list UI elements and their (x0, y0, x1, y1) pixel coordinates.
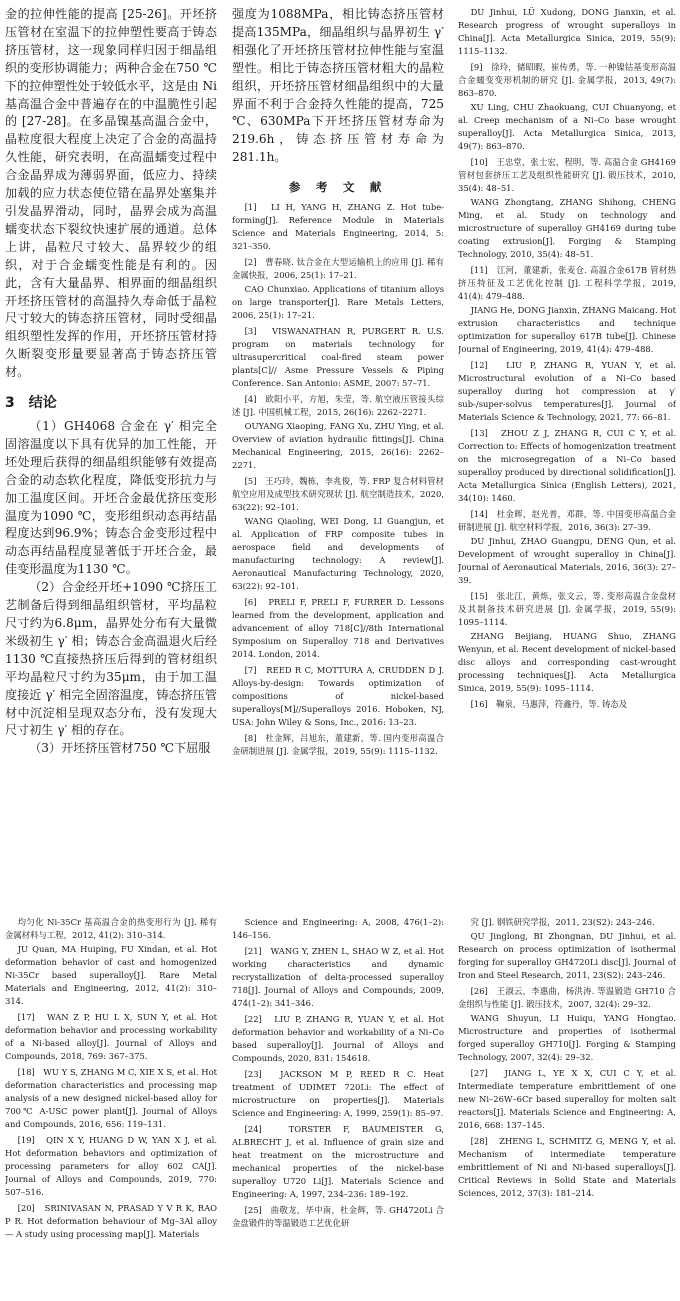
reference-entry (5, 1011, 217, 1063)
reference-text-zh: 均匀化 Ni-35Cr 基高温合金的热变形行为 [J]. 稀有金属材料与工程，2012, 41(2): 310–314. (5, 917, 217, 940)
reference-entry (458, 6, 676, 58)
reference-text-en: [24] TORSTER F, BAUMEISTER G, ALBRECHT J, et al. Influence of grain size and heat treatment on the microstructure and mechanical properties of the nickel-base superalloy U720 Li[J]. Materials Science and Engineering: A, 1997, 234–236: 189–192. (232, 1124, 444, 1199)
reference-entry (458, 61, 676, 153)
references-heading: 参 考 文 献 (288, 180, 388, 195)
reference-entry (232, 201, 444, 253)
body-paragraph: 金的拉伸性能的提高 [25-26]。开坯挤压管材在室温下的拉伸塑性要高于铸态挤压管材，这一现象同样归因于细晶组织的变形协调能力；两种合金在750 ℃下的拉伸塑性处于较低水平，这是由 Ni 基高温合金中普遍存在的中温脆性引起的 [27-28]。在多晶镍基高温合金中，晶粒度很大程度上决定了合金的高温持久性能，研究表明，在高温蠕变过程中合金晶界成为薄弱界面，低应力、持续加载的应力状态使位错在晶界处塞集并引发晶界滑动，同时，晶界会成为高温蠕变状态下裂纹快速扩展的通道。总体上讲，晶粒尺寸较大、晶界较少的组织，对于合金蠕变性能是有利的。因此，含有大量晶界、相界面的细晶组织开坯挤压管材的高温持久寿命低于晶粒尺寸较大的铸态挤压管材，同时受细晶组织塑性发挥的作用，开坯挤压管材持久断裂变形量要显著高于铸态挤压管材。 (5, 7, 217, 380)
conclusion-2: （2）合金经开坯+1090 ℃挤压工艺制备后得到细晶组织管材，平均晶粒尺寸约为6.8μm，晶界处分布有大量微米级初生 γ′ 相；铸态合金高温退火后经1130 ℃直接热挤压后得到的管材组织平均晶粒尺寸约为35μm，由于加工温度接近 γ′ 相完全固溶温度，铸态挤压管材中沉淀相呈现双态分布，没有发现大尺寸初生 γ′ 相的存在。 (5, 580, 217, 738)
reference-entry (458, 508, 676, 587)
reference-entry (5, 916, 217, 1008)
reference-text-zh: [2] 曹春晓. 钛合金在大型运输机上的应用 [J]. 稀有金属快报，2006, 25(1): 17–21. (232, 257, 444, 281)
body-column-1 (5, 6, 217, 758)
reference-entry (232, 1204, 444, 1230)
reference-entry (232, 325, 444, 390)
reference-text-zh: [14] 杜金辉，赵光普，邓群，等. 中国变形高温合金研制进展 [J]. 航空材料学报，2016, 36(3): 27–39. (458, 509, 676, 532)
reference-entry (458, 1067, 676, 1132)
reference-text-en: [18] WU Y S, ZHANG M C, XIE X S, et al. Hot deformation characteristics and processing map analysis of a new designed nickel-based alloy for 700℃ A-USC power plant[J]. Journal of Alloys and Compounds, 2016, 656: 119–131. (5, 1067, 217, 1129)
reference-entry (5, 1134, 217, 1199)
reference-text-en: [28] ZHENG L, SCHMITZ G, MENG Y, et al. Mechanism of intermediate temperature embrittlement of Ni and Ni-based superalloys[J]. Critical Reviews in Solid State and Materials Sciences, 2012, 37(3): 181–214. (458, 1136, 676, 1198)
section-heading-conclusions: 3 结论 (5, 395, 57, 412)
reference-text-en: DU Jinhui, LÜ Xudong, DONG Jianxin, et al. Research progress of wrought superalloys in China[J]. Acta Metallurgica Sinica, 2019, 55(9): 1115–1132. (458, 7, 676, 56)
reference-text-en: WANG Qiaoling, WEI Dong, LI Guangjun, et al. Application of FRP composite tubes in aerospace field and developments of manufacturing technology: A review[J]. Aeronautical Manufacturing Technology, 2020, 63(22): 92–101. (232, 516, 444, 592)
reference-text-en: DU Jinhui, ZHAO Guangpu, DENG Qun, et al. Development of wrought superalloy in China[J]. Journal of Aeronautical Materials, 2016, 36(3): 27–39. (458, 536, 676, 585)
reference-text-zh: [10] 王忠堂，张士宏，程明，等. 高温合金 GH4169 管材包套挤压工艺及组织性能研究 [J]. 锻压技术，2010, 35(4): 48–51. (458, 157, 676, 193)
reference-text-en: [7] REED R C, MOTTURA A, CRUDDEN D J. Alloys-by-design: Towards optimization of compositions of nickel-based superalloys[M]//Superalloys 2016. Hoboken, NJ, USA: John Wiley & Sons, Inc., 2016: 13–23. (232, 665, 444, 728)
reference-entry (458, 1135, 676, 1200)
reference-entry (5, 1066, 217, 1131)
reference-text-en: [21] WANG Y, ZHEN L, SHAO W Z, et al. Hot working characteristics and dynamic recrystallization of delta-processed superalloy 718[J]. Journal of Alloys and Compounds, 2009, 474(1–2): 341–346. (232, 946, 444, 1008)
reference-text-zh: [26] 王淑云，李惠曲，杨洪涛. 等温锻造 GH710 合金组织与性能 [J]. 锻压技术，2007, 32(4): 29–32. (458, 986, 676, 1009)
body-column-2 (232, 6, 444, 759)
reference-entry (232, 916, 444, 942)
reference-text-en: CAO Chunxiao. Applications of titanium alloys on large transporter[J]. Rare Metals Letters, 2006, 25(1): 17–21. (232, 284, 444, 321)
reference-text-en: ZHANG Beijiang, HUANG Shuo, ZHANG Wenyun, et al. Recent development of nickel-based disc alloys and corresponding cast-wrought processing techniques[J]. Acta Metallurgica Sinica, 2019, 55(9): 1095–1114. (458, 631, 676, 693)
reference-text-zh: [9] 徐玲，储昭暇，崔传勇，等. 一种镍钴基变形高温合金蠕变变形机制的研究 [J]. 金属学报，2013, 49(7): 863–870. (458, 62, 676, 98)
reference-column-bottom-2 (232, 916, 444, 1231)
conclusion-3: （3）开坯挤压管材750 ℃下屈服 (29, 741, 211, 756)
reference-entry (232, 1013, 444, 1065)
reference-text-zh: 究 [J]. 钢铁研究学报，2011, 23(S2): 243–246. (470, 917, 655, 927)
reference-text-en: [27] JIANG L, YE X X, CUI C Y, et al. Intermediate temperature embrittlement of one new Ni–26W–6Cr based superalloy for molten salt reactors[J]. Materials Science and Engineering: A, 2016, 668: 137–145. (458, 1068, 676, 1130)
reference-entry (232, 596, 444, 661)
reference-text-en: [22] LIU P, ZHANG R, YUAN Y, et al. Hot deformation behavior and workability of a Ni–Co based superalloy[J]. Journal of Alloys and Compounds, 2020, 831: 154618. (232, 1014, 444, 1063)
reference-entry (458, 916, 676, 982)
reference-text-zh: [5] 王巧玲，魏栋，李兆俊，等. FRP 复合材料管材航空应用及成型技术研究现状 [J]. 航空制造技术，2020, 63(22): 92–101. (232, 476, 444, 513)
reference-text-en: WANG Shuyun, LI Huiqu, YANG Hongtao. Microstructure and properties of isothermal forged superalloy GH710[J]. Forging & Stamping Technology, 2007, 32(4): 29–32. (458, 1013, 676, 1062)
reference-entry (232, 475, 444, 593)
reference-entry (458, 985, 676, 1064)
reference-list (232, 916, 444, 1230)
reference-entry (232, 393, 444, 472)
reference-text-zh: [15] 张北江，黄烁，张文云，等. 变形高温合金盘材及其制备技术研究进展 [J]. 金属学报，2019, 55(9): 1095–1114. (458, 591, 676, 627)
reference-entry (232, 945, 444, 1010)
reference-entry (232, 664, 444, 729)
reference-text-en: [1] LI H, YANG H, ZHANG Z. Hot tube-forming[J]. Reference Module in Materials Science and Materials Engineering, 2014, 5: 321–350. (232, 202, 444, 252)
reference-column-3 (458, 6, 676, 712)
reference-text-zh: [8] 杜金辉，吕旭东，董建新，等. 国内变形高温合金研制进展 [J]. 金属学报，2019, 55(9): 1115–1132. (232, 733, 444, 757)
reference-entry (5, 1202, 217, 1241)
reference-text-en: JU Quan, MA Huiping, FU Xindan, et al. Hot deformation behavior of cast and homogenized Ni-35Cr based superalloy[J]. Rare Metal Materials and Engineering, 2012, 41(2): 310–314. (5, 944, 217, 1006)
reference-text-en: WANG Zhongtang, ZHANG Shihong, CHENG Ming, et al. Study on technology and microstructure of superalloy GH4169 during tube coating extrusion[J]. Forging & Stamping Technology, 2010, 35(4): 48–51. (458, 197, 676, 259)
reference-entry (458, 156, 676, 261)
reference-entry (232, 1068, 444, 1120)
conclusion-1: （1）GH4068 合金在 γ′ 相完全固溶温度以下具有优异的加工性能，开坯处理后获得的细晶组织能够有效提高合金的动态软化程度，降低变形抗力与加工温度区间。开坯合金最优挤压变形温度为1090 ℃，变形组织动态再结晶程度达到96.9%；铸态合金变形过程中动态再结晶程度显著低于开坯合金，最佳变形温度为1130 ℃。 (5, 419, 217, 577)
reference-text-en: OUYANG Xiaoping, FANG Xu, ZHU Ying, et al. Overview of aviation hydraulic fittings[J]. China Mechanical Engineering, 2015, 26(16): 2262–2271. (232, 421, 444, 471)
reference-text-en: [20] SRINIVASAN N, PRASAD Y V R K, RAO P R. Hot deformation behaviour of Mg–3Al alloy— A study using processing map[J]. Materials (5, 1203, 217, 1239)
reference-text-zh: [25] 曲敬龙，毕中南，杜金辉，等. GH4720Li 合金盘锻件的等温锻造工艺优化研 (232, 1205, 444, 1228)
reference-entry (232, 1123, 444, 1201)
reference-text-en: [17] WAN Z P, HU L X, SUN Y, et al. Hot deformation behavior and processing workability of a Ni-based alloy[J]. Journal of Alloys and Compounds, 2018, 769: 367–375. (5, 1012, 217, 1061)
reference-text-en: JIANG He, DONG Jianxin, ZHANG Maicang. Hot extrusion characteristics and technique optimization for superalloy 617B tube[J]. Chinese Journal of Engineering, 2019, 41(4): 479–488. (458, 305, 676, 354)
reference-text-en: [12] LIU P, ZHANG R, YUAN Y, et al. Microstructural evolution of a Ni–Co based superalloy during hot compression at γ′ sub-/super-solvus temperatures[J]. Journal of Materials Science & Technology, 2021, 77: 66–81. (458, 360, 676, 422)
reference-entry (232, 732, 444, 758)
reference-entry (458, 427, 676, 505)
reference-entry (458, 590, 676, 695)
reference-column-bottom-1 (5, 916, 217, 1244)
reference-text-en: [3] VISWANATHAN R, PURGERT R. U.S. program on materials technology for ultrasupercritical coal-fired steam power plants[C]// Asme Pressure Vessels & Piping Conference. San Antonio: ASME, 2007: 57–71. (232, 326, 444, 389)
reference-text-en: QU Jinglong, BI Zhongnan, DU Jinhui, et al. Research on process optimization of isothermal forging for superalloy GH4720Li disc[J]. Journal of Iron and Steel Research, 2011, 23(S2): 243–246. (458, 931, 676, 980)
reference-entry (458, 264, 676, 356)
reference-text-en: Science and Engineering: A, 2008, 476(1–2): 146–156. (232, 917, 444, 940)
body-paragraph-continued: 强度为1088MPa，相比铸态挤压管材提高135MPa，细晶组织与晶界初生 γ′ 相强化了开坯挤压管材拉伸性能与室温塑性。相比于铸态挤压管材粗大的晶粒组织，开坯挤压管材细晶组织中的大量界面不利于合金持久性能的提高，725 ℃、630MPa下开坯挤压管材寿命为219.6h，铸态挤压管材寿命为281.1h。 (232, 7, 444, 165)
reference-column-bottom-3 (458, 916, 676, 1203)
reference-text-en: [13] ZHOU Z J, ZHANG R, CUI C Y, et al. Correction to: Effects of homogenization treatment on the microsegregation of a Ni–Co based superalloy produced by directional solidification[J]. Acta Metallurgica Sinica (English Letters), 2021, 34(10): 1460. (458, 428, 676, 503)
reference-text-en: [23] JACKSON M P, REED R C. Heat treatment of UDIMET 720Li: The effect of microstructure on properties[J]. Materials Science and Engineering: A, 1999, 259(1): 85–97. (232, 1069, 444, 1118)
reference-text-zh: [4] 欧阳小平，方旭，朱莹，等. 航空液压管接头综述 [J]. 中国机械工程，2015, 26(16): 2262–2271. (232, 394, 444, 418)
reference-list (232, 201, 444, 758)
reference-list (458, 916, 676, 1200)
reference-text-en: [6] PRELI F, PRELI F, FURRER D. Lessons learned from the development, application and advancement of alloy 718[C]//8th International Symposium on Superalloy 718 and Derivatives 2014. London, 2014. (232, 597, 444, 660)
reference-entry (458, 359, 676, 424)
reference-list (5, 916, 217, 1241)
reference-text-zh: [11] 江河，董建新，张麦仓. 高温合金617B 管材热挤压特征及工艺优化控制 [J]. 工程科学学报，2019, 41(4): 479–488. (458, 265, 676, 301)
reference-entry (232, 256, 444, 322)
reference-text-zh: [16] 鞠泉，马惠萍，符鑫丹，等. 铸态及 (470, 699, 628, 709)
reference-list (458, 6, 676, 711)
reference-entry (458, 698, 676, 711)
reference-text-en: [19] QIN X Y, HUANG D W, YAN X J, et al. Hot deformation behaviors and optimization of processing parameters for alloy 602 CA[J]. Journal of Alloys and Compounds, 2019, 770: 507–516. (5, 1135, 217, 1197)
reference-text-en: XU Ling, CHU Zhaokuang, CUI Chuanyong, et al. Creep mechanism of a Ni–Co base wrought superalloy[J]. Acta Metallurgica Sinica, 2013, 49(7): 863–870. (458, 102, 676, 151)
